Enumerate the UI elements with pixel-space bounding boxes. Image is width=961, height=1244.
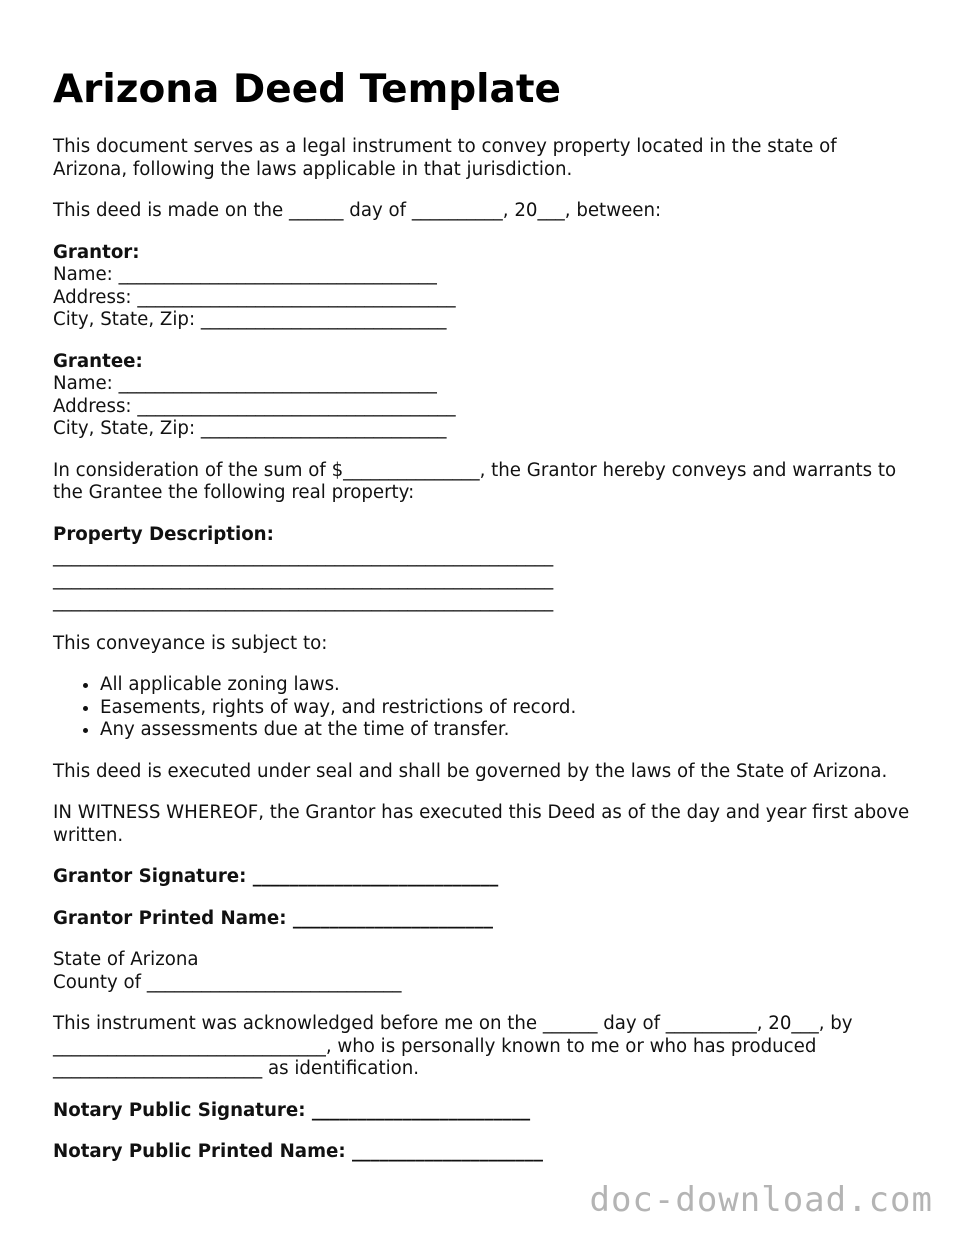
property-heading: Property Description: — [53, 523, 274, 545]
witness-paragraph: IN WITNESS WHEREOF, the Grantor has executed this Deed as of the day and year first above written. — [53, 802, 910, 846]
seal-paragraph: This deed is executed under seal and shall be governed by the laws of the State of Arizona. — [53, 760, 888, 782]
document-page — [53, 64, 913, 1183]
grantee-address-field: Address: ___________________________________ — [53, 395, 456, 417]
list-item: • Easements, rights of way, and restrictions of record. — [100, 697, 913, 720]
acknowledgment-paragraph: This instrument was acknowledged before me on the ______ day of __________, 20___, by ______________________________, who is personally known to me or who has produced _______________________ as identification. — [53, 1013, 853, 1079]
property-line: _______________________________________________________ — [53, 568, 554, 590]
grantor-heading: Grantor: — [53, 241, 140, 263]
document-title: Arizona Deed Template — [53, 67, 561, 112]
list-item: • All applicable zoning laws. — [100, 674, 913, 697]
notary-signature-line: Notary Public Signature: ________________________ — [53, 1099, 531, 1121]
grantor-signature-line: Grantor Signature: ___________________________ — [53, 866, 499, 887]
subject-intro: This conveyance is subject to: — [53, 632, 328, 654]
state-line: State of Arizona — [53, 949, 199, 970]
grantor-section — [53, 242, 913, 332]
list-item: • Any assessments due at the time of transfer. — [100, 719, 913, 742]
grantee-name-field: Name: ___________________________________ — [53, 373, 437, 394]
property-line: _______________________________________________________ — [53, 546, 554, 567]
property-section — [53, 524, 913, 614]
subject-list — [53, 674, 913, 742]
property-line: _______________________________________________________ — [53, 591, 554, 612]
consideration-paragraph: In consideration of the sum of $_______________, the Grantor hereby conveys and warrants to the Grantee the following real property: — [53, 459, 897, 503]
grantor-city-field: City, State, Zip: ___________________________ — [53, 309, 447, 330]
intro-paragraph: This document serves as a legal instrument to convey property located in the state of Arizona, following the laws applicable in that jurisdiction. — [53, 136, 837, 180]
grantee-section — [53, 351, 913, 441]
notary-venue — [53, 949, 913, 994]
grantee-city-field: City, State, Zip: ___________________________ — [53, 418, 447, 439]
grantee-heading: Grantee: — [53, 350, 143, 372]
grantor-printed-name-line: Grantor Printed Name: ______________________ — [53, 907, 493, 929]
county-line: County of ____________________________ — [53, 971, 402, 993]
grantor-name-field: Name: ___________________________________ — [53, 264, 437, 285]
notary-printed-name-line: Notary Public Printed Name: _____________________ — [53, 1141, 543, 1162]
watermark: doc-download.com — [589, 1180, 933, 1220]
grantor-address-field: Address: ___________________________________ — [53, 286, 456, 308]
date-line: This deed is made on the ______ day of __________, 20___, between: — [53, 200, 662, 221]
